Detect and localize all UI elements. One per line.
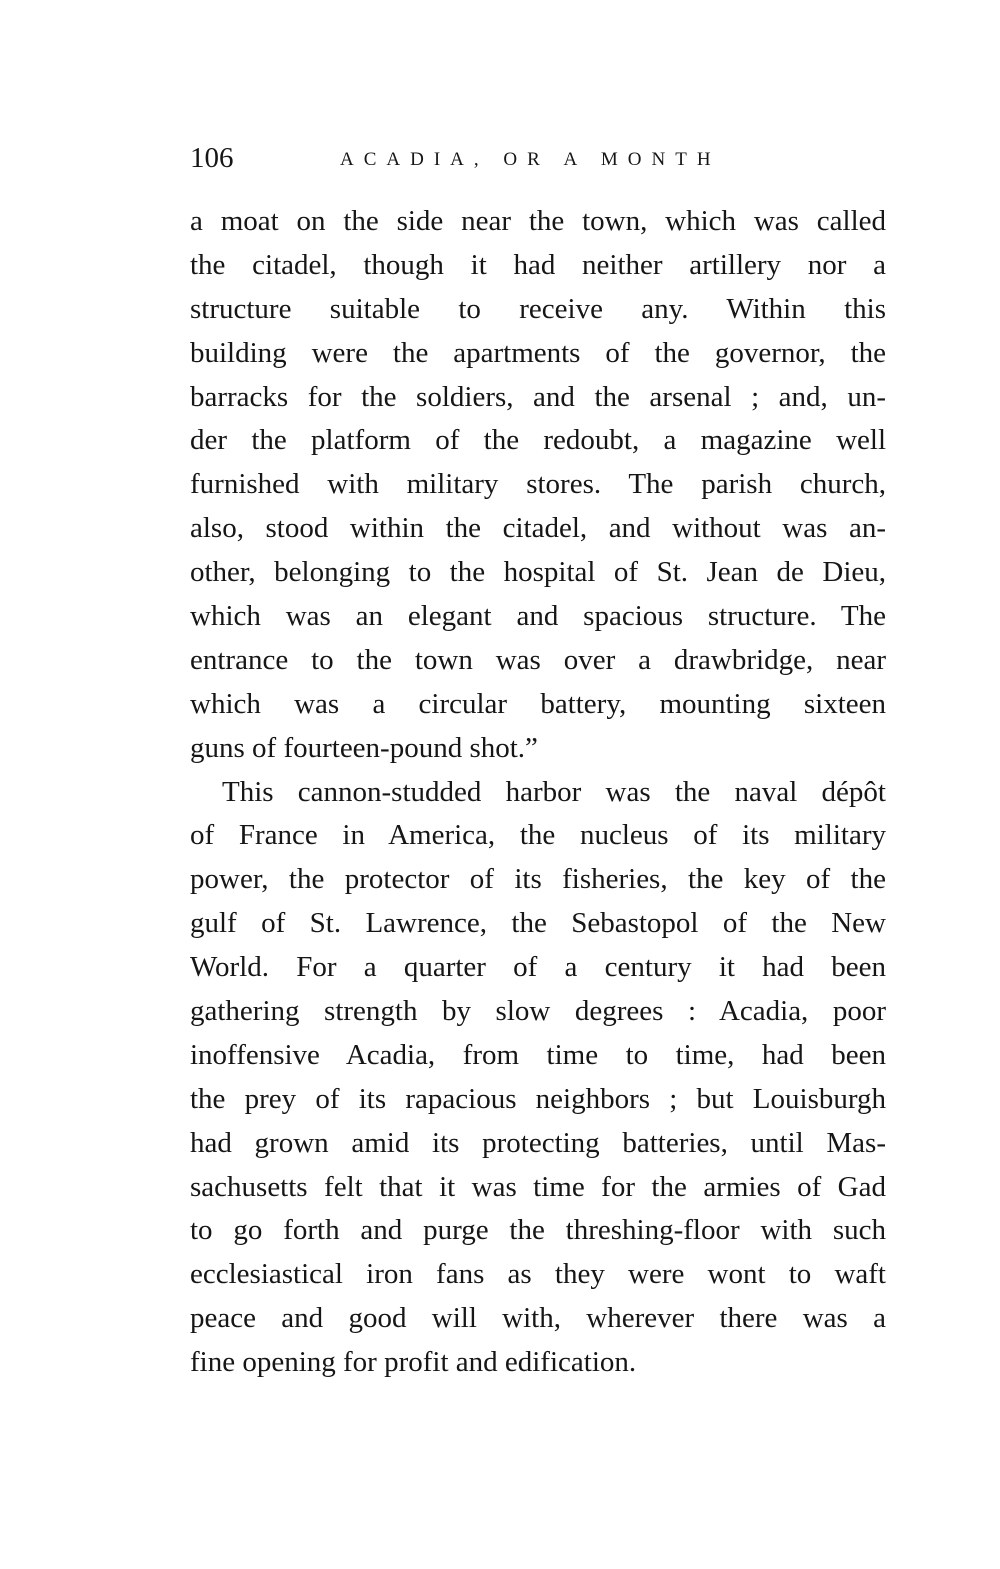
text-line: fine opening for profit and edification.: [190, 1346, 637, 1379]
text-line: sachusetts felt that it was time for the armies of Gad: [190, 1170, 886, 1203]
text-line: had grown amid its protecting batteries, until Mas-: [190, 1126, 886, 1159]
text-line: a moat on the side near the town, which was called: [190, 205, 886, 237]
text-line: power, the protector of its fisheries, the key of the: [190, 863, 886, 896]
text-line: peace and good will with, wherever there was a: [190, 1302, 886, 1335]
text-line: furnished with military stores. The parish church,: [190, 468, 886, 501]
text-line: This cannon-studded harbor was the naval dépôt: [222, 775, 886, 808]
text-line: inoffensive Acadia, from time to time, had been: [190, 1038, 886, 1071]
text-line: ecclesiastical iron fans as they were wont to waft: [190, 1258, 886, 1291]
text-line: guns of fourteen-pound shot.”: [190, 731, 538, 764]
text-line: to go forth and purge the threshing-floor with such: [190, 1214, 886, 1247]
body-text: [190, 200, 886, 1385]
text-line: gathering strength by slow degrees : Acadia, poor: [190, 995, 886, 1028]
text-line: which was a circular battery, mounting sixteen: [190, 687, 886, 720]
text-line: building were the apartments of the governor, the: [190, 336, 886, 369]
running-head: [190, 138, 890, 178]
text-line: structure suitable to receive any. Within this: [190, 292, 886, 325]
text-line: of France in America, the nucleus of its military: [190, 819, 886, 852]
running-title: ACADIA, OR A MONTH: [340, 149, 721, 170]
text-line: World. For a quarter of a century it had been: [190, 951, 886, 984]
text-line: also, stood within the citadel, and without was an-: [190, 512, 886, 545]
text-line: which was an elegant and spacious structure. The: [190, 600, 886, 633]
text-line: the prey of its rapacious neighbors ; but Louisburgh: [190, 1082, 886, 1115]
text-line: entrance to the town was over a drawbridge, near: [190, 643, 886, 676]
text-line: barracks for the soldiers, and the arsenal ; and, un-: [190, 380, 886, 413]
text-line: gulf of St. Lawrence, the Sebastopol of the New: [190, 907, 886, 940]
text-line: other, belonging to the hospital of St. Jean de Dieu,: [190, 556, 886, 589]
text-line: the citadel, though it had neither artillery nor a: [190, 248, 886, 281]
page-number: 106: [190, 142, 234, 174]
text-line: der the platform of the redoubt, a magazine well: [190, 424, 886, 457]
